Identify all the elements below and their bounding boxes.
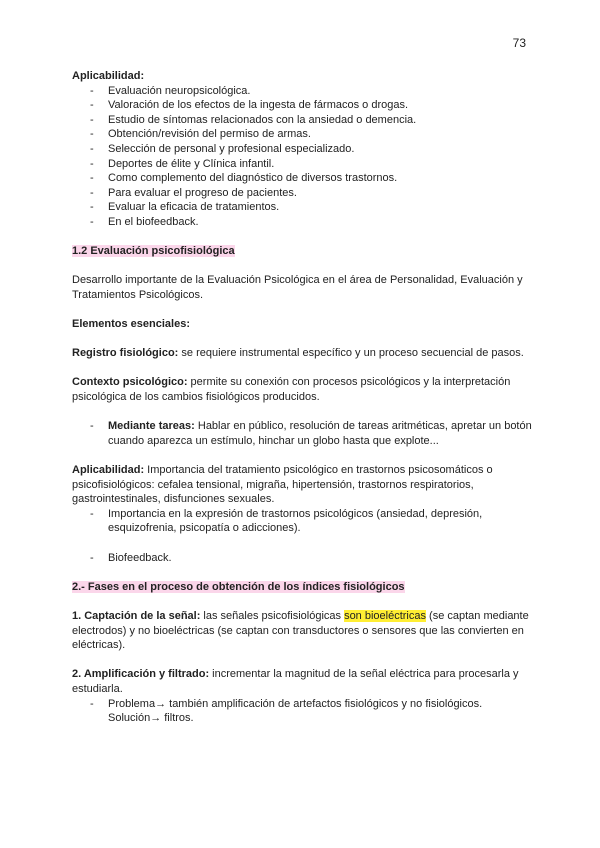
tareas-list: [72, 419, 532, 448]
page-content: [72, 69, 532, 726]
captacion-paragraph: 1. Captación de la señal: las señales psicofisiológicas son bioeléctricas (se captan mediante electrodos) y no bioeléctricas (se captan con transductores o sensores que las convierten en eléctricas).: [72, 609, 529, 652]
aplicabilidad-list: [72, 84, 532, 230]
page-number: 73: [512, 36, 526, 50]
list-item: - Importancia en la expresión de trastornos psicológicos (ansiedad, depresión, esquizofrenia, psicopatía o adicciones).: [108, 507, 532, 536]
section-1-2-title: 1.2 Evaluación psicofisiológica: [72, 245, 235, 258]
list-item: - Deportes de élite y Clínica infantil.: [108, 157, 532, 172]
list-item: - Selección de personal y profesional especializado.: [108, 142, 532, 157]
contexto-paragraph: Contexto psicológico: permite su conexión con procesos psicológicos y la interpretación psicológica de los cambios fisiológicos producidos.: [72, 376, 511, 404]
list-item: - Problema→ también amplificación de artefactos fisiológicos y no fisiológicos. Solución→ filtros.: [108, 697, 532, 726]
list-item: - Mediante tareas: Hablar en público, resolución de tareas aritméticas, apretar un botón cuando aparezca un estímulo, hinchar un globo hasta que explote...: [108, 419, 532, 448]
registro-paragraph: Registro fisiológico: se requiere instrumental específico y un proceso secuencial de pasos.: [72, 347, 524, 360]
list-item: - Estudio de síntomas relacionados con la ansiedad o demencia.: [108, 113, 532, 128]
problema-list: [72, 697, 532, 726]
list-item: - Como complemento del diagnóstico de diversos trastornos.: [108, 171, 532, 186]
biofeedback-list: [72, 551, 532, 566]
section-2-title: 2.- Fases en el proceso de obtención de los índices fisiológicos: [72, 580, 405, 593]
highlight-bioelectricas: son bioeléctricas: [344, 609, 426, 622]
list-item: - Evaluar la eficacia de tratamientos.: [108, 200, 532, 215]
list-item: - En el biofeedback.: [108, 215, 532, 230]
list-item: - Para evaluar el progreso de pacientes.: [108, 186, 532, 201]
aplicabilidad-2-paragraph: Aplicabilidad: Importancia del tratamiento psicológico en trastornos psicosomáticos o psicofisiológicos: cefalea tensional, migraña, hipertensión, trastornos respiratorios, gastrointestinales, disfunciones sexuales.: [72, 464, 493, 506]
aplicabilidad-2-list: [72, 507, 532, 536]
section-1-2-intro: Desarrollo importante de la Evaluación Psicológica en el área de Personalidad, Evaluación y Tratamientos Psicológicos.: [72, 274, 523, 301]
aplicabilidad-heading: Aplicabilidad:: [72, 70, 145, 82]
amplificacion-paragraph: 2. Amplificación y filtrado: incrementar la magnitud de la señal eléctrica para procesarla y estudiarla.: [72, 668, 519, 695]
list-item: - Biofeedback.: [108, 551, 532, 566]
list-item: - Valoración de los efectos de la ingesta de fármacos o drogas.: [108, 98, 532, 113]
list-item: - Obtención/revisión del permiso de armas.: [108, 127, 532, 142]
elementos-heading: Elementos esenciales:: [72, 318, 191, 331]
list-item: - Evaluación neuropsicológica.: [108, 84, 532, 99]
